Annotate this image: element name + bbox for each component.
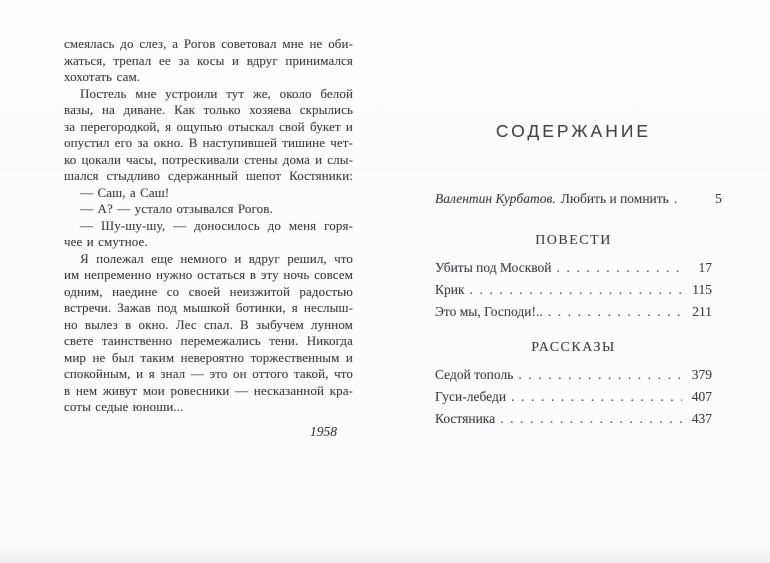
text-line: встречи. Зажав под мышкой ботинки, я неслыш- [64, 300, 353, 315]
dot-leader [500, 408, 682, 430]
text-line: опустил его за окно. В наступившей тишине чет- [64, 135, 353, 150]
text-line: жаться, трепал ее за косы и вдруг принимался [64, 52, 353, 68]
text-line: одним, наедине со своей неизжитой радостью [64, 283, 353, 299]
toc-entry [435, 408, 712, 430]
text-line: чее и смутное. [64, 234, 148, 249]
text-line: но вылез в окно. Лес спал. В зыбучем лунном [64, 316, 353, 332]
dot-leader [557, 257, 682, 279]
dialogue-line: — Саш, а Саш! [80, 184, 170, 200]
toc-entry [435, 386, 712, 408]
toc-entry-title: Костяника [435, 411, 496, 426]
toc-entry [435, 364, 712, 386]
text-line: соты седые юноши... [64, 399, 184, 414]
toc-entry-title: Убиты под Москвой [435, 260, 552, 275]
toc-entry-page: 379 [691, 367, 712, 382]
text-line: смеялась до слез, а Рогов советовал мне не оби- [64, 36, 353, 51]
dialogue-line: — Шу-шу-шу, — доносилось до меня горя- [80, 217, 353, 233]
section-heading-novellas: ПОВЕСТИ [535, 233, 612, 248]
toc-title: СОДЕРЖАНИЕ [495, 121, 652, 141]
text-line: мир не был таким невероятно торжественным и [64, 349, 353, 365]
text-line: Я полежал еще немного и вдруг решил, что [80, 250, 353, 266]
text-line: хохотать сам. [64, 69, 141, 84]
toc-entry-page: 5 [715, 191, 722, 206]
right-page-toc [435, 120, 722, 430]
text-line: за перегородкой, я ощупью отыскал свой букет и [64, 118, 353, 134]
toc-entry-page: 211 [692, 304, 712, 319]
dot-leader [518, 364, 682, 386]
toc-entry-title: Любить и помнить [560, 191, 669, 206]
dot-leader [470, 279, 682, 301]
dot-leader [511, 386, 682, 408]
dot-leader [674, 188, 684, 210]
left-page [64, 36, 353, 440]
toc-section-novellas [435, 257, 712, 323]
text-line: им непременно нужно остаться в эту ночь совсем [64, 267, 353, 282]
toc-entry-page: 407 [691, 389, 712, 404]
text-line: Постель мне устроили тут же, около белой [80, 85, 353, 101]
toc-section-stories [435, 364, 712, 430]
toc-entry-intro [435, 188, 722, 210]
toc-entry-author: Валентин Курбатов. [435, 191, 556, 206]
text-line: ко цокали часы, потрескивали стены дома и слы- [64, 151, 353, 167]
toc-entry-page: 115 [692, 282, 712, 297]
text-line: спокойным, и я знал — это он оттого такой, что [64, 366, 353, 381]
text-line: в нем живут мои ровесники — несказанной кра- [64, 382, 353, 398]
toc-entry-page: 437 [691, 411, 712, 426]
text-line: вазы, на диване. Как только хозяева скрылись [64, 102, 353, 117]
dialogue-line: — А? — устало отзывался Рогов. [80, 201, 273, 216]
section-heading-stories: РАССКАЗЫ [531, 340, 616, 355]
toc-entry-title: Крик [435, 282, 465, 297]
toc-entry [435, 257, 712, 279]
dot-leader [548, 301, 682, 323]
toc-entry-title: Гуси-лебеди [435, 389, 507, 404]
text-line: шался стыдливо сдержанный шепот Костяники: [64, 168, 353, 183]
toc-entry [435, 301, 712, 323]
toc-entry-title: Это мы, Господи!.. [435, 304, 543, 319]
year-caption: 1958 [310, 423, 337, 439]
toc-entry-title: Седой тополь [435, 367, 514, 382]
toc-entry [435, 279, 712, 301]
text-line: свете таинственно перемежались тени. Никогда [64, 333, 353, 348]
toc-entry-page: 17 [698, 260, 712, 275]
